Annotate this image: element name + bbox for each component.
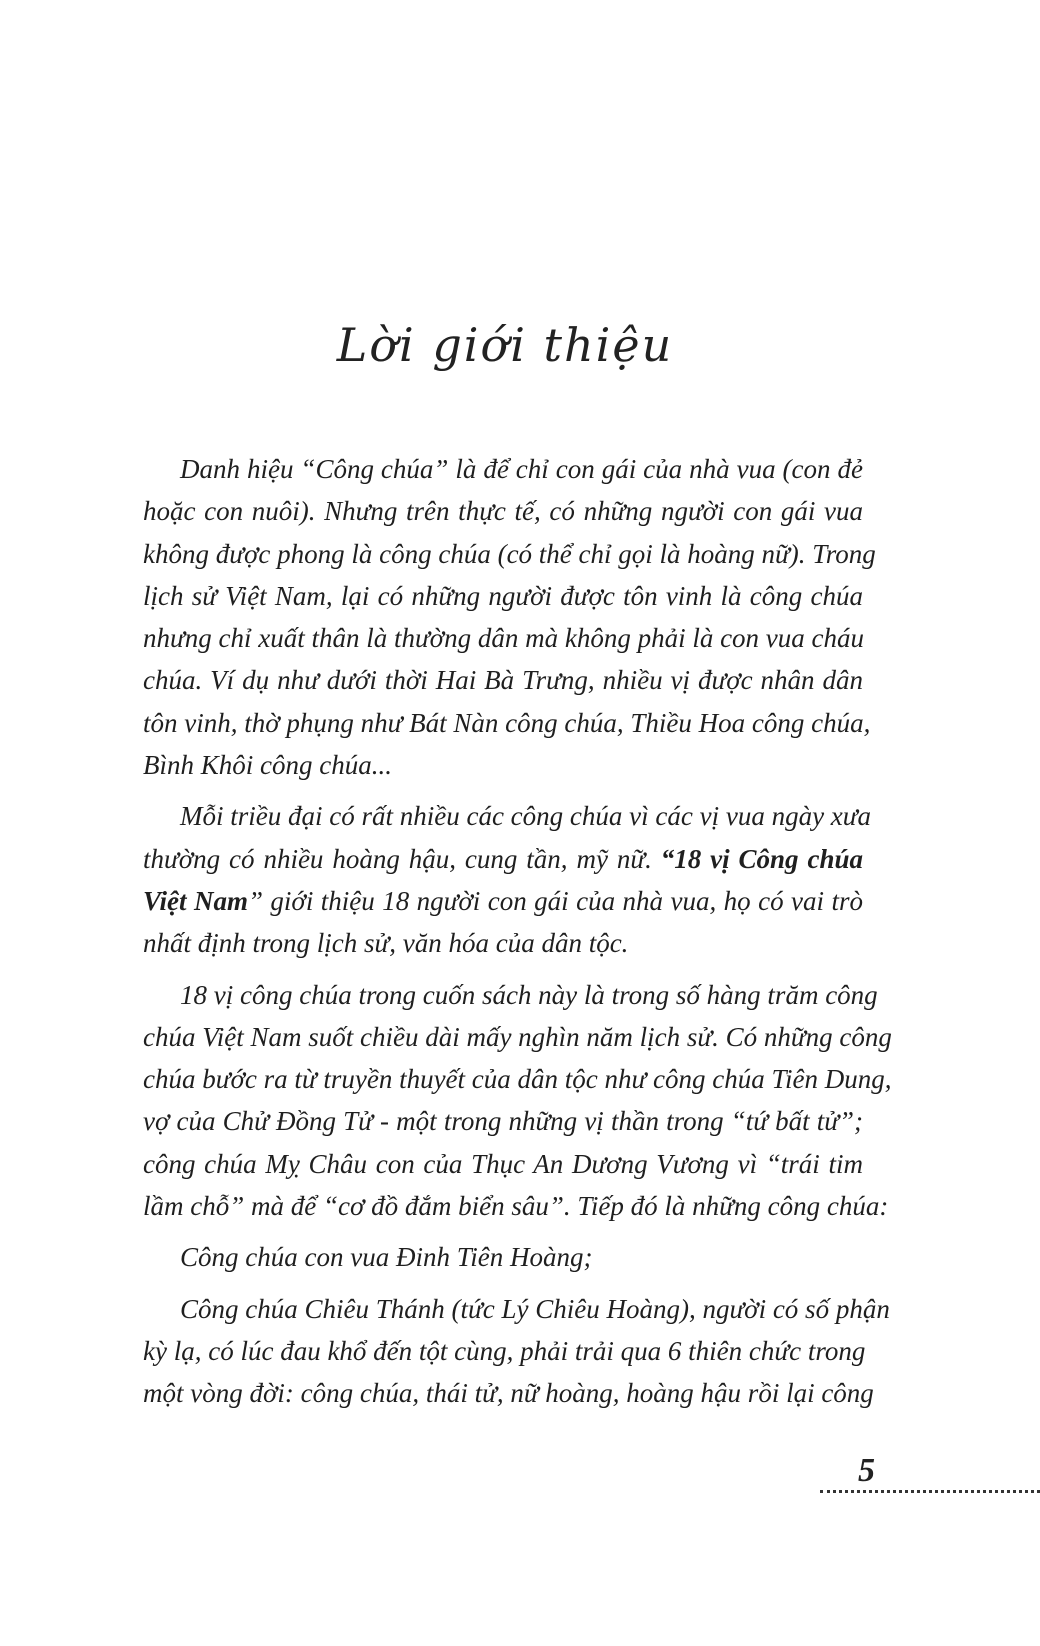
text-line: 18 vị công chúa trong cuốn sách này là trong số hàng trăm công <box>180 979 878 1010</box>
text-line: một vòng đời: công chúa, thái tử, nữ hoàng, hoàng hậu rồi lại công <box>143 1378 874 1409</box>
text-line: nhưng chỉ xuất thân là thường dân mà không phải là con vua cháu <box>143 623 865 654</box>
body-text <box>143 448 892 1415</box>
paragraph <box>143 448 876 786</box>
text-line: tôn vinh, thờ phụng như Bát Nàn công chúa, Thiều Hoa công chúa, <box>143 707 871 738</box>
text-line: công chúa Mỵ Châu con của Thục An Dương Vương vì “trái tim <box>143 1148 863 1179</box>
text-line <box>143 880 863 922</box>
text-line: kỳ lạ, có lúc đau khổ đến tột cùng, phải trải qua 6 thiên chức trong <box>143 1335 866 1366</box>
page-number: 5 <box>858 1452 875 1489</box>
text-span: ” giới thiệu 18 người con gái của nhà vua, họ có vai trò <box>247 885 863 916</box>
paragraph <box>143 1236 863 1278</box>
text-line: lầm chỗ” mà để “cơ đồ đắm biển sâu”. Tiếp đó là những công chúa: <box>143 1191 889 1222</box>
text-line: không được phong là công chúa (có thể chỉ gọi là hoàng nữ). Trong <box>143 538 876 569</box>
book-title-bold: Việt Nam <box>143 885 248 916</box>
text-line: nhất định trong lịch sử, văn hóa của dân tộc. <box>143 928 629 959</box>
text-line: Công chúa Chiêu Thánh (tức Lý Chiêu Hoàng), người có số phận <box>180 1293 890 1324</box>
text-line: hoặc con nuôi). Nhưng trên thực tế, có những người con gái vua <box>143 496 863 527</box>
paragraph <box>143 974 892 1228</box>
text-span: thường có nhiều hoàng hậu, cung tần, mỹ nữ. <box>143 843 661 874</box>
book-title-bold: “18 vị Công chúa <box>660 843 863 874</box>
text-line: Danh hiệu “Công chúa” là để chỉ con gái của nhà vua (con đẻ <box>180 454 863 484</box>
text-line: lịch sử Việt Nam, lại có những người được tôn vinh là công chúa <box>143 580 863 611</box>
text-line: chúa bước ra từ truyền thuyết của dân tộc như công chúa Tiên Dung, <box>143 1064 892 1095</box>
text-line: vợ của Chử Đồng Tử - một trong những vị thần trong “tứ bất tử”; <box>143 1106 863 1137</box>
text-line: chúa Việt Nam suốt chiều dài mấy nghìn năm lịch sử. Có những công <box>143 1021 892 1052</box>
paragraph <box>143 1288 890 1415</box>
paragraph <box>143 795 872 964</box>
text-line: chúa. Ví dụ như dưới thời Hai Bà Trưng, nhiều vị được nhân dân <box>143 665 863 696</box>
text-line: Công chúa con vua Đinh Tiên Hoàng; <box>180 1242 593 1273</box>
text-line <box>143 838 863 880</box>
dotted-rule <box>820 1490 1040 1493</box>
text-line: Bình Khôi công chúa... <box>143 750 392 781</box>
text-line: Mỗi triều đại có rất nhiều các công chúa vì các vị vua ngày xưa <box>180 801 872 832</box>
page-title: Lời giới thiệu <box>336 318 674 372</box>
